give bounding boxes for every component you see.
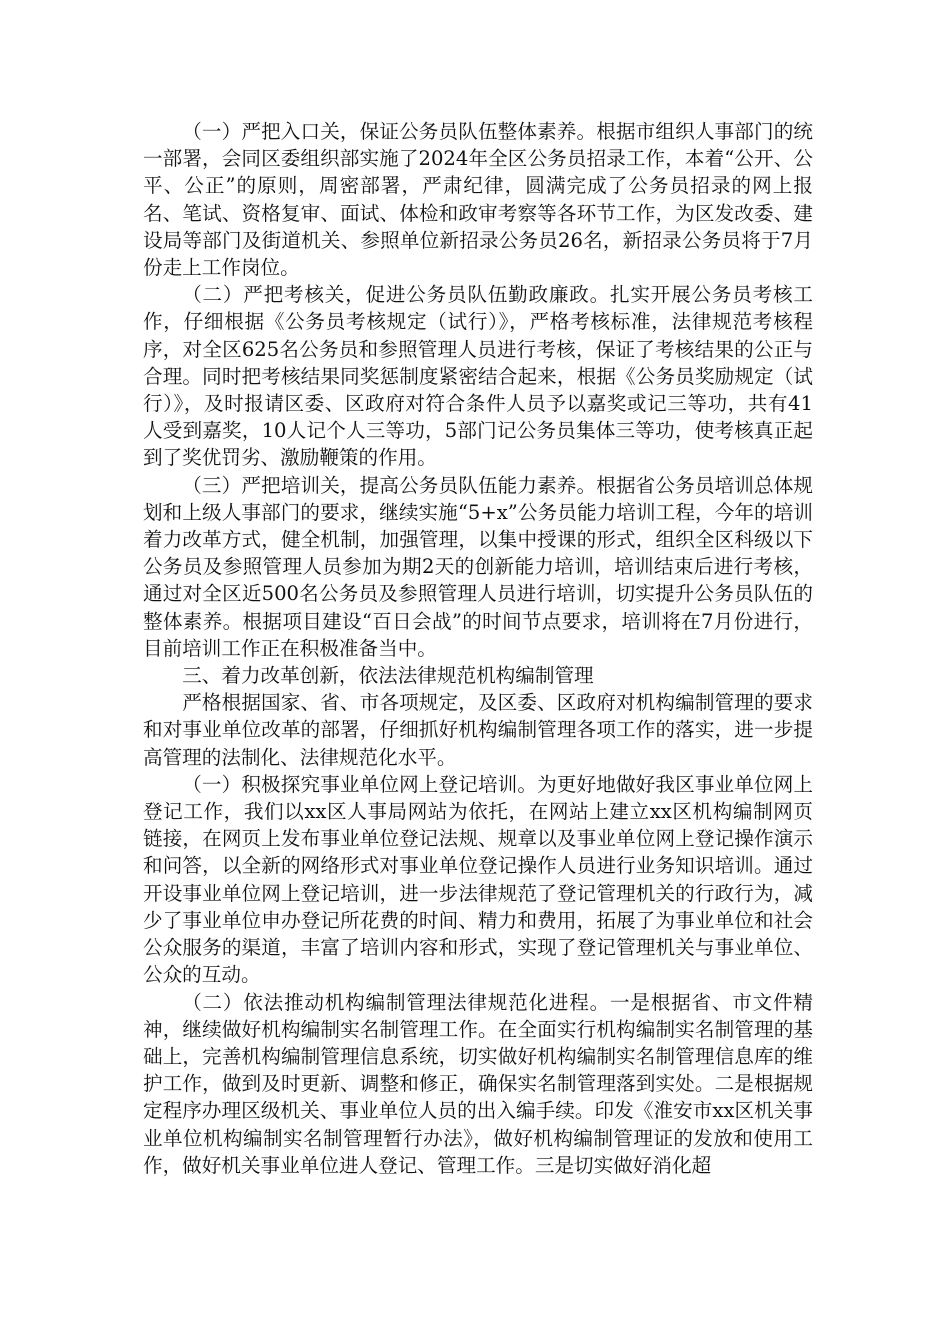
document-body [143, 118, 813, 1179]
paragraph-section-intro: 严格根据国家、省、市各项规定，及区委、区政府对机构编制管理的要求和对事业单位改革的部署，仔细抓好机构编制管理各项工作的落实，进一步提高管理的法制化、法律规范化水平。 [143, 691, 813, 769]
paragraph-entry-control: （一）严把入口关，保证公务员队伍整体素养。根据市组织人事部门的统一部署，会同区委组织部实施了2024年全区公务员招录工作，本着“公开、公平、公正”的原则，周密部署，严肃纪律，圆满完成了公务员招录的网上报名、笔试、资格复审、面试、体检和政审考察等各环节工作，为区发改委、建设局等部门及街道机关、参照单位新招录公务员26名，新招录公务员将于7月份走上工作岗位。 [143, 120, 813, 280]
paragraph-standardization: （二）依法推动机构编制管理法律规范化进程。一是根据省、市文件精神，继续做好机构编制实名制管理工作。在全面实行机构编制实名制管理的基础上，完善机构编制管理信息系统，切实做好机构编制实名制管理信息库的维护工作，做到及时更新、调整和修正，确保实名制管理落到实处。二是根据规定程序办理区级机关、事业单位人员的出入编手续。印发《淮安市xx区机关事业单位机构编制实名制管理暂行办法》，做好机构编制管理证的发放和使用工作，做好机关事业单位进人登记、管理工作。三是切实做好消化超 [143, 990, 813, 1177]
paragraph-online-registration: （一）积极探究事业单位网上登记培训。为更好地做好我区事业单位网上登记工作，我们以xx区人事局网站为依托，在网站上建立xx区机构编制网页链接，在网页上发布事业单位登记法规、规章以及事业单位网上登记操作演示和问答，以全新的网络形式对事业单位登记操作人员进行业务知识培训。通过开设事业单位网上登记培训，进一步法律规范了登记管理机关的行政行为，减少了事业单位申办登记所花费的时间、精力和费用，拓展了为事业单位和社会公众服务的渠道，丰富了培训内容和形式，实现了登记管理机关与事业单位、公众的互动。 [143, 772, 813, 987]
section-heading-three: 三、着力改革创新，依法法律规范机构编制管理 [182, 664, 594, 688]
paragraph-training: （三）严把培训关，提高公务员队伍能力素养。根据省公务员培训总体规划和上级人事部门的要求，继续实施“5+x”公务员能力培训工程，今年的培训着力改革方式，健全机制，加强管理，以集中授课的形式，组织全区科级以下公务员及参照管理人员参加为期2天的创新能力培训，培训结束后进行考核，通过对全区近500名公务员及参照管理人员进行培训，切实提升公务员队伍的整体素养。根据项目建设“百日会战”的时间节点要求，培训将在7月份进行，目前培训工作正在积极准备当中。 [143, 473, 813, 660]
paragraph-assessment: （二）严把考核关，促进公务员队伍勤政廉政。扎实开展公务员考核工作，仔细根据《公务员考核规定（试行）》，严格考核标准，法律规范考核程序，对全区625名公务员和参照管理人员进行考核，保证了考核结果的公正与合理。同时把考核结果同奖惩制度紧密结合起来，根据《公务员奖励规定（试行）》，及时报请区委、区政府对符合条件人员予以嘉奖或记三等功，共有41人受到嘉奖，10人记个人三等功，5部门记公务员集体三等功，使考核真正起到了奖优罚劣、激励鞭策的作用。 [143, 283, 813, 470]
